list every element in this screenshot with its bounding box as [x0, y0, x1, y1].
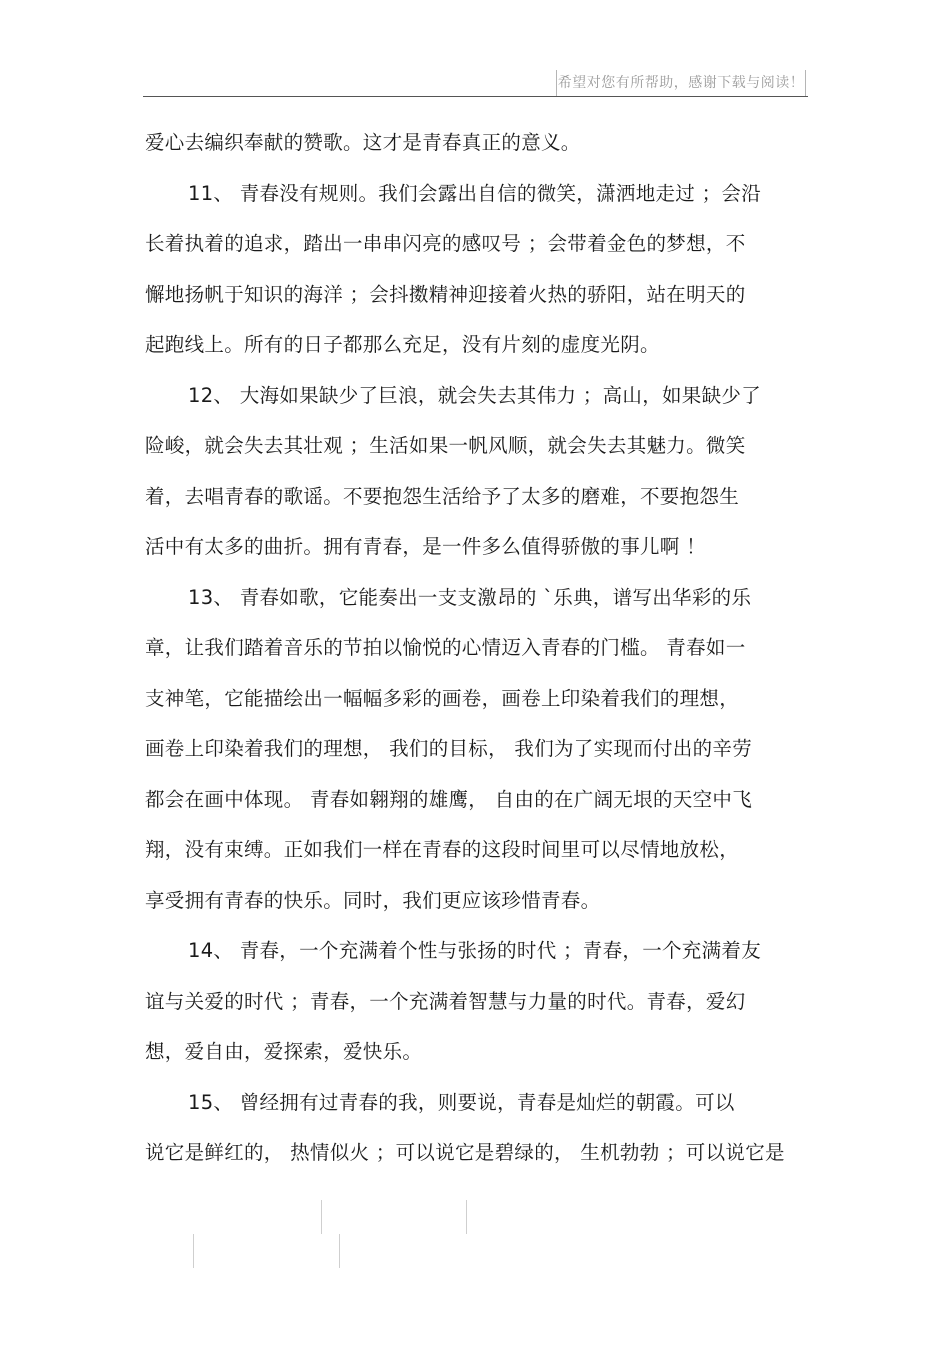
document-body: [145, 118, 815, 1179]
text-line: 着，去唱青春的歌谣。不要抱怨生活给予了太多的磨难，不要抱怨生: [145, 484, 740, 508]
text-line: 章，让我们踏着音乐的节拍以愉悦的心情迈入青春的门槛。 青春如一: [145, 636, 746, 659]
paragraph-13-start: 13、 青春如歌，它能奏出一支支激昂的 `乐典，谱写出华彩的乐: [188, 585, 752, 609]
text-line: 翔，没有束缚。正如我们一样在青春的这段时间里可以尽情地放松，: [145, 838, 740, 861]
text-line: 说它是鲜红的， 热情似火 ；可以说它是碧绿的， 生机勃勃 ；可以说它是: [145, 1141, 785, 1164]
paragraph-14-start: 14、 青春，一个充满着个性与张扬的时代 ；青春，一个充满着友: [188, 939, 762, 962]
text-line: 懈地扬帆于知识的海洋 ；会抖擞精神迎接着火热的骄阳，站在明天的: [145, 282, 746, 306]
text-line: 长着执着的追求，踏出一串串闪亮的感叹号 ；会带着金色的梦想，不: [145, 232, 746, 255]
text-line: 谊与关爱的时代 ；青春，一个充满着智慧与力量的时代。青春，爱幻: [145, 989, 746, 1013]
text-line: 画卷上印染着我们的理想， 我们的目标， 我们为了实现而付出的辛劳: [145, 737, 752, 760]
header-note: 希望对您有所帮助，感谢下载与阅读！: [556, 70, 806, 96]
text-line: 险峻，就会失去其壮观 ；生活如果一帆风顺，就会失去其魅力。微笑: [145, 434, 746, 457]
scan-mark: [466, 1200, 467, 1234]
scan-mark: [193, 1234, 194, 1268]
scan-mark: [321, 1200, 322, 1234]
paragraph-12-start: 12、 大海如果缺少了巨浪，就会失去其伟力 ；高山，如果缺少了: [188, 383, 762, 407]
text-line: 活中有太多的曲折。拥有青春，是一件多么值得骄傲的事儿啊 ！: [145, 535, 706, 558]
text-line: 想，爱自由，爱探索，爱快乐。: [145, 1040, 423, 1063]
text-line: 起跑线上。所有的日子都那么充足，没有片刻的虚度光阴。: [145, 333, 660, 356]
header-rule: [143, 96, 808, 97]
text-line: 都会在画中体现。 青春如翱翔的雄鹰， 自由的在广阔无垠的天空中飞: [145, 787, 752, 811]
scan-mark: [339, 1234, 340, 1268]
paragraph-11-start: 11、 青春没有规则。我们会露出自信的微笑，潇洒地走过 ；会沿: [188, 181, 762, 205]
text-line: 支神笔，它能描绘出一幅幅多彩的画卷，画卷上印染着我们的理想，: [145, 686, 740, 710]
text-line: 享受拥有青春的快乐。同时，我们更应该珍惜青春。: [145, 888, 601, 912]
paragraph-15-start: 15、 曾经拥有过青春的我，则要说，青春是灿烂的朝霞。可以: [188, 1090, 735, 1114]
text-line: 爱心去编织奉献的赞歌。这才是青春真正的意义。: [145, 131, 581, 154]
